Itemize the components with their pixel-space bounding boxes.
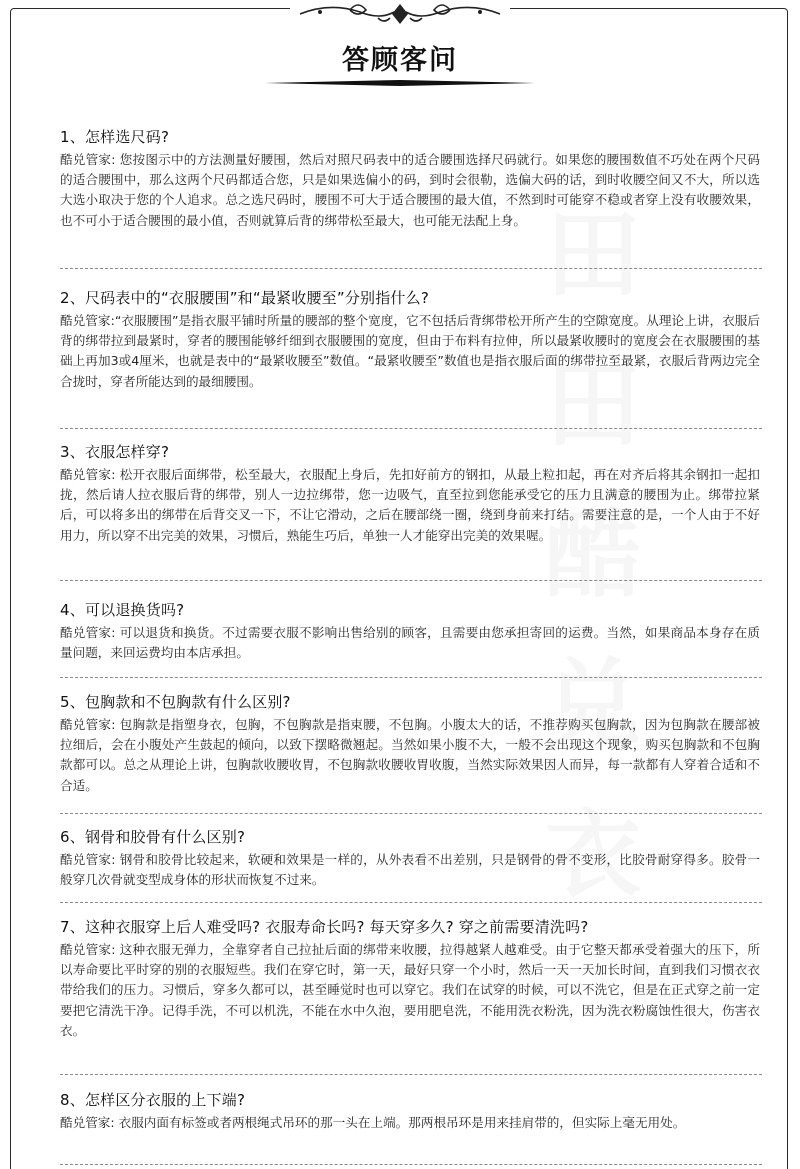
faq-question: 1、怎样选尺码? bbox=[60, 128, 170, 146]
answer-speaker: 酷兑管家 bbox=[60, 467, 112, 482]
faq-answer bbox=[60, 311, 760, 392]
section-divider bbox=[60, 1074, 762, 1075]
faq-item-7 bbox=[60, 917, 760, 1041]
faq-answer bbox=[60, 850, 760, 890]
answer-text: : 包胸款是指塑身衣，包胸，不包胸款是指束腰，不包胸。小腹太大的话，不推荐购买包胸款，因为包胸款在腰部被拉细后，会在小腹处产生鼓起的倾向，以致下摆略微翘起。当然如果小腹不大，一般不会出现这个现象，购买包胸款和不包胸款都可以。总之从理论上讲，包胸款收腰收胃，不包胸款收腰收胃收腹，当然实际效果因人而异，每一款都有人穿着合适和不合适。 bbox=[60, 717, 761, 793]
faq-item-2 bbox=[60, 288, 760, 392]
section-divider bbox=[60, 1164, 762, 1165]
faq-answer bbox=[60, 623, 760, 663]
flourish-icon bbox=[290, 0, 510, 30]
faq-question: 3、衣服怎样穿? bbox=[60, 443, 170, 461]
answer-speaker: 酷兑管家 bbox=[60, 1115, 111, 1130]
faq-item-4 bbox=[60, 600, 760, 663]
faq-item-5 bbox=[60, 692, 760, 796]
faq-answer bbox=[60, 940, 760, 1041]
title-underline bbox=[265, 78, 535, 88]
answer-speaker: 酷兑管家 bbox=[60, 717, 112, 732]
answer-speaker: 酷兑管家 bbox=[60, 852, 112, 867]
section-divider bbox=[60, 902, 762, 903]
faq-item-1 bbox=[60, 127, 760, 231]
header-ornament bbox=[290, 0, 510, 30]
faq-answer bbox=[60, 715, 760, 796]
section-divider bbox=[60, 677, 762, 678]
faq-item-6 bbox=[60, 827, 760, 890]
page-title: 答顾客问 bbox=[342, 45, 458, 76]
answer-text: : 钢骨和胶骨比较起来，软硬和效果是一样的，从外表看不出差别，只是钢骨的骨不变形，比胶骨耐穿得多。胶骨一般穿几次骨就变型成身体的形状而恢复不过来。 bbox=[60, 852, 761, 888]
answer-text: : 可以退货和换货。不过需要衣服不影响出售给别的顾客，且需要由您承担寄回的运费。当然，如果商品本身存在质量问题，来回运费均由本店承担。 bbox=[60, 625, 761, 661]
section-divider bbox=[60, 428, 762, 429]
faq-question: 8、怎样区分衣服的上下端? bbox=[60, 1091, 246, 1109]
answer-text: : 您按图示中的方法测量好腰围，然后对照尺码表中的适合腰围选择尺码就行。如果您的腰围数值不巧处在两个尺码的适合腰围中，那么这两个尺码都适合您，只是如果选偏小的码，到时会很勒，选偏大码的话，到时收腰空间又不大，所以选大选小取决于您的个人追求。总之选尺码时，腰围不可大于适合腰围的最大值，不然到时可能穿不稳或者穿上没有收腰效果，也不可小于适合腰围的最小值，否则就算后背的绑带松至最大，也可能无法配上身。 bbox=[60, 152, 761, 228]
faq-answer bbox=[60, 1113, 760, 1133]
faq-answer bbox=[60, 465, 760, 546]
answer-text: :“衣服腰围”是指衣服平铺时所量的腰部的整个宽度，它不包括后背绑带松开所产生的空隙宽度。从理论上讲，衣服后背的绑带拉到最紧时，穿者的腰围能够纤细到衣服腰围的宽度，但由于布料有拉伸，所以最紧收腰时的宽度会在衣服腰围的基础上再加3或4厘米，也就是表中的“最紧收腰至”数值。“最紧收腰至”数值也是指衣服后面的绑带拉至最紧，衣服后背两边完全合拢时，穿者所能达到的最细腰围。 bbox=[60, 313, 761, 389]
answer-text: : 衣服内面有标签或者两根绳式吊环的那一头在上端。那两根吊环是用来挂肩带的，但实际上毫无用处。 bbox=[110, 1115, 686, 1130]
answer-text: : 这种衣服无弹力，全靠穿者自己拉扯后面的绑带来收腰，拉得越紧人越难受。由于它整天都承受着强大的压下，所以寿命要比平时穿的别的衣服短些。我们在穿它时，第一天，最好只穿一个小时，然后一天一天加长时间，直到我们习惯衣衣带给我们的压力。习惯后，穿多久都可以，甚至睡觉时也可以穿它。我们在试穿的时候，可以不洗它，但是在正式穿之前一定要把它清洗干净。记得手洗，不可以机洗，不能在水中久泡，要用肥皂洗，不能用洗衣粉洗，因为洗衣粉腐蚀性很大，伤害衣衣。 bbox=[60, 942, 761, 1038]
answer-speaker: 酷兑管家 bbox=[60, 313, 111, 328]
faq-question: 5、包胸款和不包胸款有什么区别? bbox=[60, 693, 291, 711]
section-divider bbox=[60, 813, 762, 814]
faq-answer bbox=[60, 150, 760, 231]
section-divider bbox=[60, 580, 762, 581]
faq-question: 7、这种衣服穿上后人难受吗? 衣服寿命长吗? 每天穿多久? 穿之前需要清洗吗? bbox=[60, 918, 589, 936]
answer-speaker: 酷兑管家 bbox=[60, 152, 112, 167]
faq-item-3 bbox=[60, 442, 760, 546]
faq-question: 6、钢骨和胶骨有什么区别? bbox=[60, 828, 246, 846]
section-divider bbox=[60, 268, 762, 269]
faq-question: 4、可以退换货吗? bbox=[60, 601, 185, 619]
faq-item-8 bbox=[60, 1090, 760, 1133]
answer-speaker: 酷兑管家 bbox=[60, 625, 112, 640]
faq-question: 2、尺码表中的“衣服腰围”和“最紧收腰至”分别指什么? bbox=[60, 289, 429, 307]
answer-text: : 松开衣服后面绑带，松至最大，衣服配上身后，先扣好前方的钢扣，从最上粒扣起，再在对齐后将其余钢扣一起扣拢，然后请人拉衣服后背的绑带，别人一边拉绑带，您一边吸气，直至拉到您能承受它的压力且满意的腰围为止。绑带拉紧后，可以将多出的绑带在后背交叉一下，不让它滑动，之后在腰部绕一圈，绕到身前来打结。需要注意的是，一个人由于不好用力，所以穿不出完美的效果，习惯后，熟能生巧后，单独一人才能穿出完美的效果喔。 bbox=[60, 467, 761, 543]
answer-speaker: 酷兑管家 bbox=[60, 942, 112, 957]
